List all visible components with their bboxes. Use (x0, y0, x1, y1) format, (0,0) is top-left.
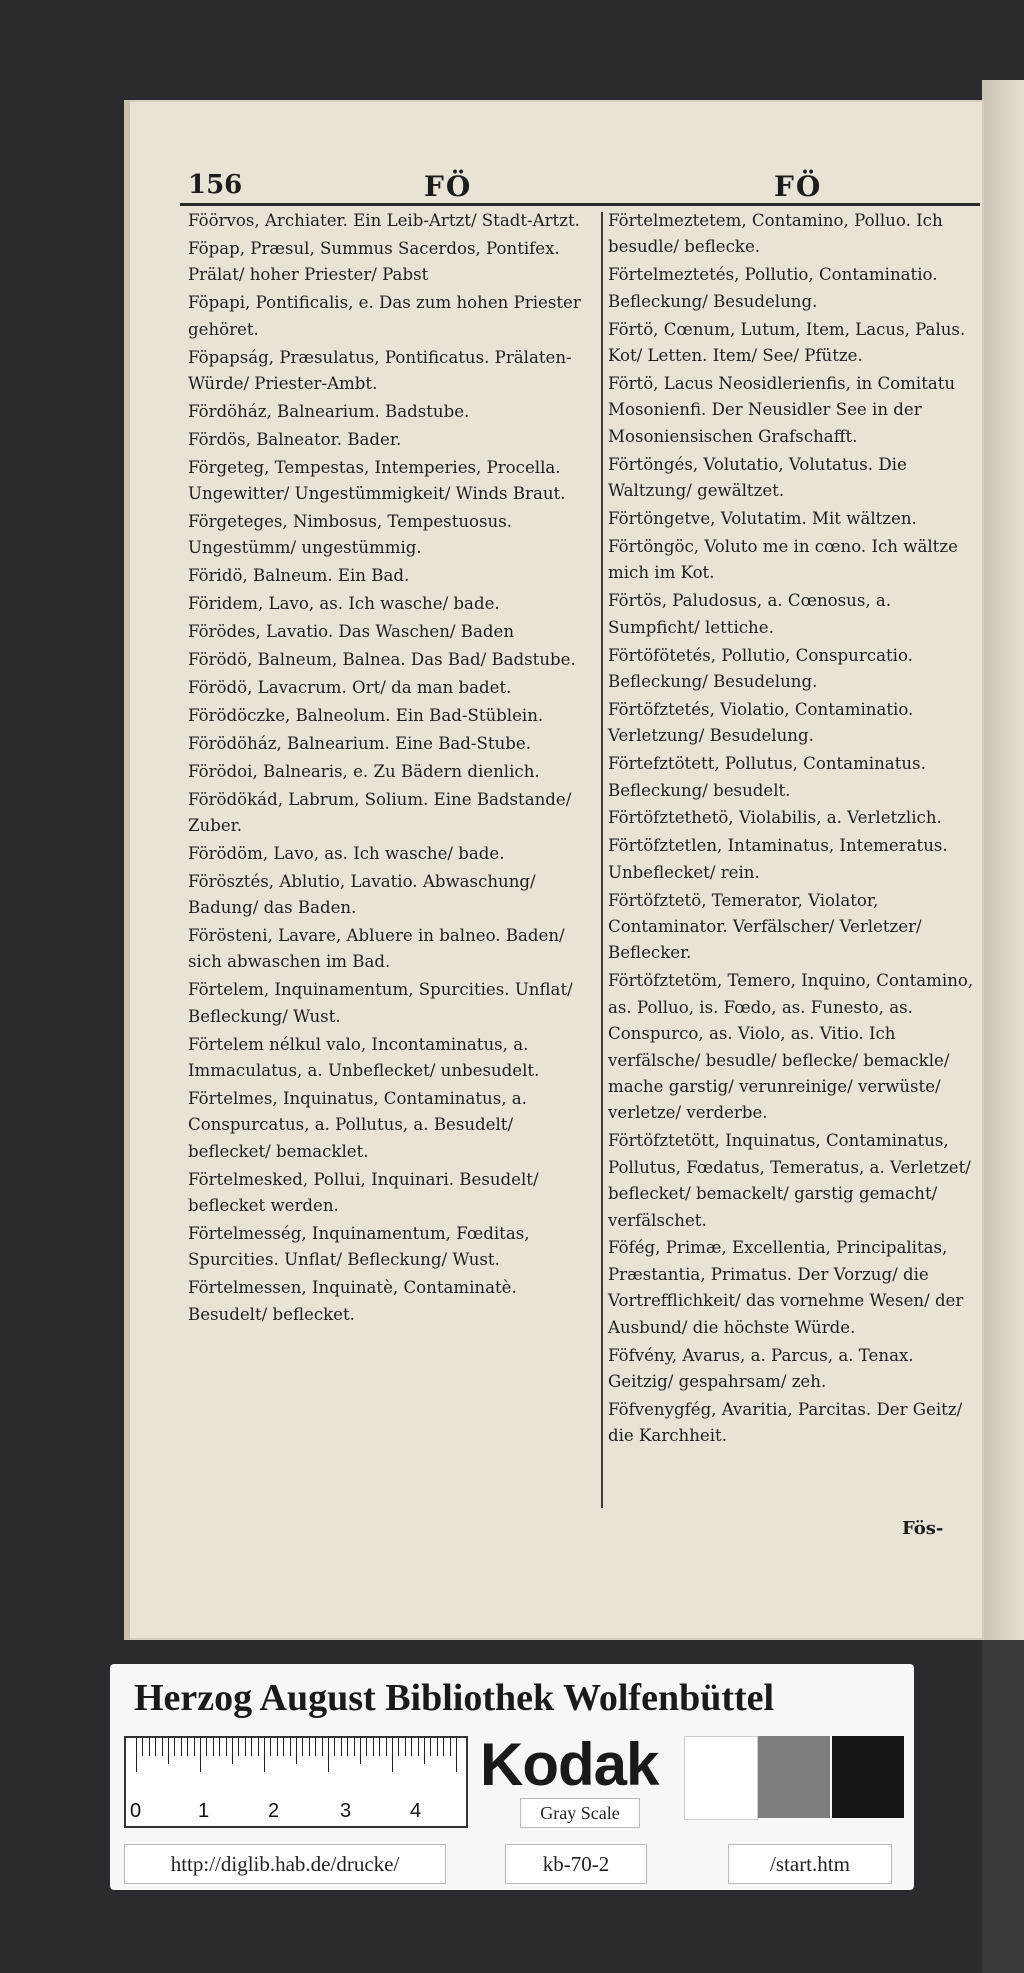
ruler-number: 0 (130, 1800, 142, 1822)
dictionary-entry: Förtelmes, Inquinatus, Contaminatus, a. Conspurcatus, a. Pollutus, a. Besudelt/ beflecket/ bemacklet. (188, 1089, 527, 1161)
dictionary-entry: Föpap, Præsul, Summus Sacerdos, Pontifex. Prälat/ hoher Priester/ Pabst (188, 238, 560, 285)
dictionary-entry: Föfvenygfég, Avaritia, Parcitas. Der Geitz/ die Karchheit. (608, 1399, 963, 1446)
dictionary-entry: Förtefztötett, Pollutus, Contaminatus. Befleckung/ besudelt. (608, 754, 926, 800)
dictionary-entry: Förtöfztetöm, Temero, Inquino, Contamino, as. Polluo, is. Fœdo, as. Funesto, as. Conspurco, as. Violo, as. Vitio. Ich verfälsche/ besudle/ beflecke/ bemackle/ mache garstig/ verunreinige/ verwüste/ verletze/ verderbe. (608, 971, 974, 1123)
ruler-tick (360, 1738, 361, 1764)
ruler-tick (315, 1738, 316, 1756)
dictionary-entry: Föpapság, Præsulatus, Pontificatus. Prälaten-Würde/ Priester-Ambt. (188, 347, 572, 393)
dictionary-entry: Förtö, Cœnum, Lutum, Item, Lacus, Palus. Kot/ Letten. Item/ See/ Pfütze. (608, 319, 966, 366)
dictionary-entry: Förtöngés, Volutatio, Volutatus. Die Waltzung/ gewältzet. (608, 454, 907, 501)
ruler-tick (347, 1738, 348, 1756)
dictionary-entry: Föridem, Lavo, as. Ich wasche/ bade. (188, 594, 500, 614)
dictionary-entry: Föfvény, Avarus, a. Parcus, a. Tenax. Geitzig/ gespahrsam/ zeh. (608, 1345, 914, 1391)
dictionary-entry: Förtelmeztetem, Contamino, Polluo. Ich besudle/ beflecke. (608, 211, 943, 257)
start-link[interactable]: /start.htm (728, 1844, 892, 1884)
ruler-tick (219, 1738, 220, 1756)
book-page (124, 100, 984, 1640)
scale-ruler (124, 1736, 468, 1828)
dictionary-entry: Förtelmesked, Pollui, Inquinari. Besudelt/ beflecket werden. (188, 1169, 539, 1216)
dictionary-entry: Förödes, Lavatio. Das Waschen/ Baden (188, 622, 515, 642)
dictionary-entry: Förtelmessen, Inquinatè, Contaminatè. Besudelt/ beflecket. (188, 1278, 517, 1324)
ruler-tick (354, 1738, 355, 1756)
ruler-tick (245, 1738, 246, 1756)
ruler-tick (142, 1738, 143, 1756)
ruler-tick (238, 1738, 239, 1756)
ruler-tick (341, 1738, 342, 1756)
header-rule (180, 203, 980, 206)
white-swatch (684, 1736, 758, 1820)
ruler-tick (200, 1738, 201, 1772)
ruler-tick (181, 1738, 182, 1756)
dictionary-entry: Fördös, Balneator. Bader. (188, 429, 402, 449)
library-title: Herzog August Bibliothek Wolfenbüttel (134, 1677, 775, 1719)
dictionary-entry: Föpapi, Pontificalis, e. Das zum hohen Priester gehöret. (188, 293, 581, 339)
ruler-tick (405, 1738, 406, 1756)
dictionary-entry: Förösztés, Ablutio, Lavatio. Abwaschung/ Badung/ das Baden. (188, 871, 536, 918)
ruler-tick (251, 1738, 252, 1756)
page-number: 156 (188, 170, 243, 200)
ruler-tick (456, 1738, 457, 1772)
ruler-tick (264, 1738, 265, 1772)
dictionary-entry: Förtöngetve, Volutatim. Mit wältzen. (608, 508, 917, 528)
dictionary-entry: Förtöfztetö, Temerator, Violator, Contaminator. Verfälscher/ Verletzer/ Beflecker. (608, 890, 922, 963)
ruler-tick (450, 1738, 451, 1756)
right-column (608, 208, 980, 1451)
ruler-tick (232, 1738, 233, 1764)
dictionary-entry: Föfég, Primæ, Excellentia, Principalitas, Præstantia, Primatus. Der Vorzug/ die Vortrefflichkeit/ das vornehme Wesen/ der Ausbund/ die höchste Würde. (608, 1238, 964, 1337)
ruler-number: 1 (198, 1800, 210, 1822)
ruler-tick (162, 1738, 163, 1756)
adjacent-page-shadow (982, 1640, 1024, 1973)
ruler-tick (398, 1738, 399, 1756)
dictionary-entry: Förödoi, Balnearis, e. Zu Bädern dienlich. (188, 761, 540, 781)
ruler-tick (168, 1738, 169, 1764)
dictionary-entry: Förtöfztetött, Inquinatus, Contaminatus, Pollutus, Fœdatus, Temeratus, a. Verletzet/ beflecket/ bemackelt/ garstig gemacht/ verfälschet. (608, 1131, 971, 1230)
ruler-tick (309, 1738, 310, 1756)
column-divider (601, 212, 603, 1508)
dictionary-entry: Förödöház, Balnearium. Eine Bad-Stube. (188, 733, 531, 753)
black-swatch (832, 1736, 904, 1818)
dictionary-entry: Förgeteges, Nimbosus, Tempestuosus. Ungestümm/ ungestümmig. (188, 511, 513, 558)
ruler-tick (302, 1738, 303, 1756)
dictionary-entry: Fördöház, Balnearium. Badstube. (188, 401, 470, 421)
ruler-tick (283, 1738, 284, 1756)
dictionary-entry: Förödöm, Lavo, as. Ich wasche/ bade. (188, 843, 505, 863)
catchword: Fös- (902, 1518, 944, 1539)
dictionary-entry: Förödöczke, Balneolum. Ein Bad-Stüblein. (188, 705, 544, 725)
left-running-head: FÖ (424, 170, 473, 203)
ruler-tick (277, 1738, 278, 1756)
dictionary-entry: Förösteni, Lavare, Abluere in balneo. Baden/ sich abwaschen im Bad. (188, 926, 565, 972)
ruler-tick (392, 1738, 393, 1772)
dictionary-entry: Förtelmeztetés, Pollutio, Contaminatio. Befleckung/ Besudelung. (608, 265, 938, 311)
dictionary-entry: Förtös, Paludosus, a. Cœnosus, a. Sumpficht/ lettiche. (608, 591, 892, 637)
ruler-tick (149, 1738, 150, 1756)
library-target-card (110, 1664, 914, 1890)
ruler-tick (258, 1738, 259, 1756)
dictionary-entry: Förtöfztetés, Violatio, Contaminatio. Verletzung/ Besudelung. (608, 699, 914, 746)
dictionary-entry: Förtelem nélkul valo, Incontaminatus, a. Immaculatus, a. Unbeflecket/ unbesudelt. (188, 1034, 540, 1081)
dictionary-entry: Föörvos, Archiater. Ein Leib-Artzt/ Stadt-Artzt. (188, 211, 580, 230)
ruler-tick (322, 1738, 323, 1756)
adjacent-page-edge (982, 80, 1024, 1640)
dictionary-entry: Föridö, Balneum. Ein Bad. (188, 566, 410, 586)
ruler-tick (270, 1738, 271, 1756)
dictionary-entry: Förtelem, Inquinamentum, Spurcities. Unflat/ Befleckung/ Wust. (188, 980, 573, 1026)
ruler-tick (213, 1738, 214, 1756)
ruler-number: 3 (340, 1800, 352, 1822)
dictionary-entry: Förtöfötetés, Pollutio, Conspurcatio. Befleckung/ Besudelung. (608, 645, 913, 691)
ruler-tick (155, 1738, 156, 1756)
ruler-tick (418, 1738, 419, 1756)
dictionary-entry: Förtöfztetlen, Intaminatus, Intemeratus. Unbeflecket/ rein. (608, 836, 948, 882)
dictionary-entry: Förtelmesség, Inquinamentum, Fœditas, Spurcities. Unflat/ Befleckung/ Wust. (188, 1224, 530, 1270)
dictionary-entry: Förödökád, Labrum, Solium. Eine Badstande/ Zuber. (188, 789, 572, 835)
ruler-tick (411, 1738, 412, 1756)
ruler-tick (424, 1738, 425, 1764)
ruler-tick (296, 1738, 297, 1764)
dictionary-entry: Förtöfztethetö, Violabilis, a. Verletzlich. (608, 808, 942, 828)
ruler-tick (334, 1738, 335, 1756)
ruler-tick (373, 1738, 374, 1756)
right-running-head: FÖ (774, 170, 823, 203)
ruler-tick (187, 1738, 188, 1756)
left-column (188, 208, 596, 1330)
ruler-tick (226, 1738, 227, 1756)
dictionary-entry: Förtöngöc, Voluto me in cœno. Ich wältze mich im Kot. (608, 536, 958, 583)
ruler-tick (366, 1738, 367, 1756)
page-gutter (124, 100, 130, 1640)
ruler-tick (328, 1738, 329, 1772)
gray-scale-label: Gray Scale (520, 1798, 640, 1828)
url-link[interactable]: http://diglib.hab.de/drucke/ (124, 1844, 446, 1884)
dictionary-entry: Förgeteg, Tempestas, Intemperies, Procella. Ungewitter/ Ungestümmigkeit/ Winds Braut. (188, 457, 566, 504)
gray-swatch (758, 1736, 830, 1818)
ruler-tick (194, 1738, 195, 1756)
kodak-logo: Kodak (480, 1731, 659, 1798)
ruler-tick (174, 1738, 175, 1756)
ruler-tick (430, 1738, 431, 1756)
ruler-tick (379, 1738, 380, 1756)
ruler-tick (136, 1738, 137, 1772)
dictionary-entry: Förödö, Lavacrum. Ort/ da man badet. (188, 677, 512, 697)
ruler-tick (290, 1738, 291, 1756)
dictionary-entry: Förödö, Balneum, Balnea. Das Bad/ Badstube. (188, 650, 576, 669)
dictionary-entry: Förtö, Lacus Neosidlerienfis, in Comitatu Mosonienfi. Der Neusidler See in der Mosoniensischen Grafschafft. (608, 373, 956, 446)
ruler-tick (437, 1738, 438, 1756)
ruler-tick (206, 1738, 207, 1756)
ruler-tick (443, 1738, 444, 1756)
ruler-tick (386, 1738, 387, 1756)
ruler-number: 2 (268, 1800, 280, 1822)
shelfmark-label: kb-70-2 (505, 1844, 647, 1884)
ruler-number: 4 (410, 1800, 422, 1822)
